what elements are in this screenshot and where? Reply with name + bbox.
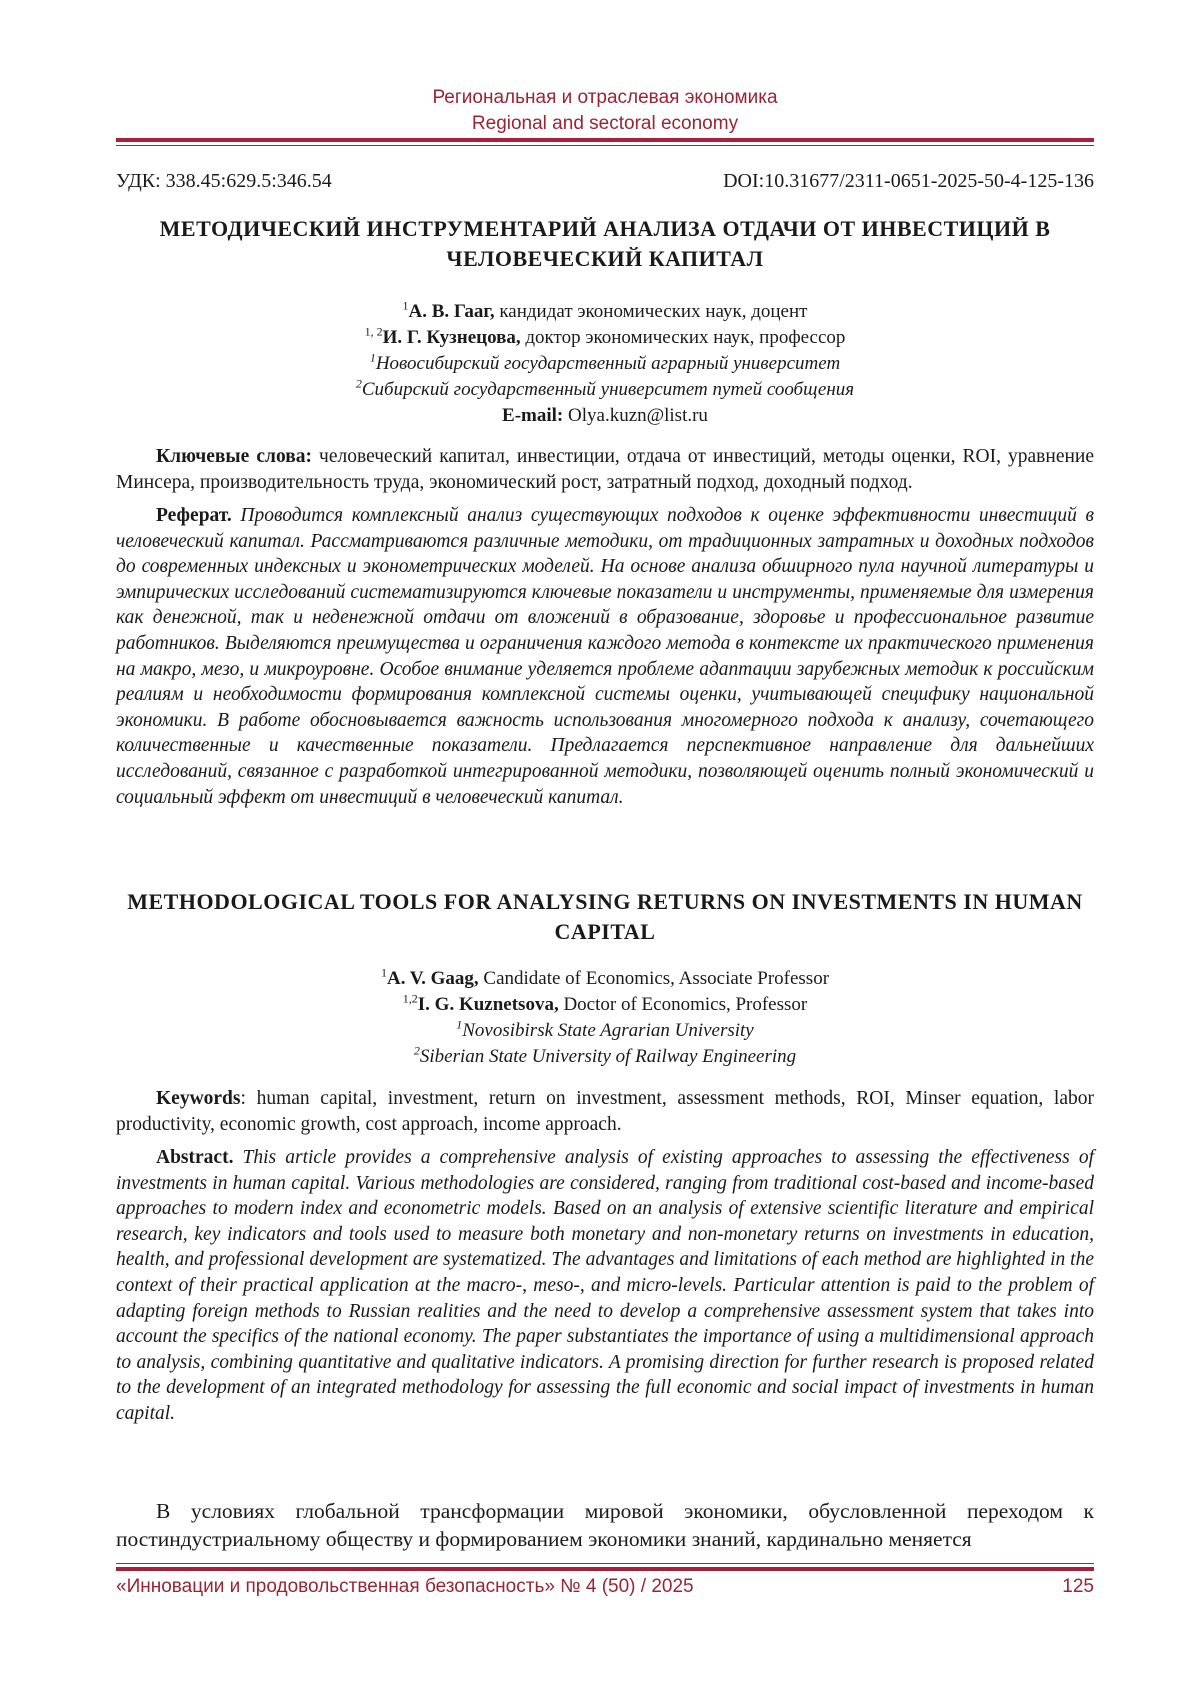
footer-rule-thick <box>116 1567 1094 1571</box>
author-2-ru <box>116 325 1094 351</box>
body-paragraph-1: В условиях глобальной трансформации мировой экономики, обусловленной переходом к постиндустриальному обществу и формированием экономики знаний, кардинально меняется <box>116 1499 1094 1551</box>
journal-citation: «Инновации и продовольственная безопасность» № 4 (50) / 2025 <box>116 1576 694 1597</box>
affiliation-2-text: Сибирский государственный университет путей сообщения <box>361 379 855 400</box>
author-2-sup: 1, 2 <box>364 324 383 339</box>
keywords-label-en: Keywords <box>156 1088 241 1109</box>
abstract-text-ru: Проводится комплексный анализ существующих подходов к оценке эффективности инвестиций в человеческий капитал. Рассматриваются различные методики, от традиционных затратных и доходных подходов до современных индексных и эконометрических моделей. На основе анализа обширного пула научной литературы и эмпирических исследований систематизируются ключевые показатели и инструменты, применяемые для измерения как денежной, так и неденежной отдачи от вложений в образование, здоровье и профессиональное развитие работников. Выделяются преимущества и ограничения каждого метода в контексте их практического применения на макро, мезо, и микроуровне. Особое внимание уделяется проблеме адаптации зарубежных методик к российским реалиям и необходимости формирования комплексной системы оценки, учитывающей специфику национальной экономики. В работе обосновывается важность использования многомерного подхода к анализу, сочетающего количественные и качественные показатели. Предлагается перспективное направление для дальнейших исследований, связанное с разработкой интегрированной методики, позволяющей оценить полный экономический и социальный эффект от инвестиций в человеческий капитал. <box>116 505 1094 808</box>
author-1-sup: 1 <box>402 298 409 313</box>
email-address[interactable]: Olya.kuzn@list.ru <box>563 405 708 426</box>
author-2-sup-en: 1,2 <box>402 991 418 1006</box>
authors-en <box>116 966 1094 1070</box>
keywords-text-ru: человеческий капитал, инвестиции, отдача от инвестиций, методы оценки, ROI, уравнение Минсера, производительность труда, экономический рост, затратный подход, доходный подход. <box>116 446 1094 493</box>
title-en: METHODOLOGICAL TOOLS FOR ANALYSING RETURNS ON INVESTMENTS IN HUMAN CAPITAL <box>127 889 1083 944</box>
udk-code: УДК: 338.45:629.5:346.54 <box>116 170 332 192</box>
article-meta <box>116 170 1094 193</box>
keywords-en <box>116 1086 1094 1137</box>
author-1-ru <box>116 299 1094 325</box>
author-2-en <box>116 992 1094 1018</box>
keywords-ru <box>116 444 1094 495</box>
header-rule-thin <box>116 145 1094 146</box>
page-number: 125 <box>1062 1576 1094 1597</box>
title-ru: МЕТОДИЧЕСКИЙ ИНСТРУМЕНТАРИЙ АНАЛИЗА ОТДАЧИ ОТ ИНВЕСТИЦИЙ В ЧЕЛОВЕЧЕСКИЙ КАПИТАЛ <box>159 216 1051 271</box>
affiliation-2-en <box>116 1044 1094 1070</box>
header-rule-thick <box>116 138 1094 142</box>
email-line <box>116 403 1094 429</box>
author-1-sup-en: 1 <box>380 965 387 980</box>
keywords-label-ru: Ключевые слова: <box>156 446 312 467</box>
author-2-role: доктор экономических наук, профессор <box>520 327 846 348</box>
abstract-en <box>116 1145 1094 1427</box>
running-footer <box>116 1576 1094 1598</box>
authors-ru <box>116 299 1094 429</box>
affiliation-1-sup: 1 <box>369 350 376 365</box>
keywords-text-en: : human capital, investment, return on investment, assessment methods, ROI, Minser equation, labor productivity, economic growth, cost approach, income approach. <box>116 1088 1094 1135</box>
affiliation-1-sup-en: 1 <box>456 1017 463 1032</box>
author-1-role: кандидат экономических наук, доцент <box>494 301 808 322</box>
header-section-en: Regional and sectoral economy <box>471 113 739 134</box>
author-2-name: И. Г. Кузнецова, <box>382 327 521 348</box>
author-2-role-en: Doctor of Economics, Professor <box>558 994 808 1015</box>
author-1-name-en: A. V. Gaag, <box>386 968 479 989</box>
author-1-en <box>116 966 1094 992</box>
author-2-name-en: I. G. Kuznetsova, <box>417 994 559 1015</box>
author-1-name: А. В. Гааг, <box>408 301 495 322</box>
affiliation-2-text-en: Siberian State University of Railway Engineering <box>419 1046 797 1067</box>
affiliation-1-en <box>116 1018 1094 1044</box>
affiliation-2-sup: 2 <box>355 376 362 391</box>
affiliation-1-text-en: Novosibirsk State Agrarian University <box>462 1020 754 1041</box>
email-label: E-mail: <box>502 405 564 426</box>
doi-code: DOI:10.31677/2311-0651-2025-50-4-125-136 <box>723 170 1094 192</box>
running-header <box>116 85 1094 137</box>
abstract-label-ru: Реферат. <box>156 505 232 526</box>
abstract-text-en: This article provides a comprehensive analysis of existing approaches to assessing the effectiveness of investments in human capital. Various methodologies are considered, ranging from traditional cost-based and income-based approaches to modern index and econometric models. Based on an analysis of extensive scientific literature and empirical research, key indicators and tools used to measure both monetary and non-monetary returns on investments in education, health, and professional development are systematized. The advantages and limitations of each method are highlighted in the context of their practical application at the macro-, meso-, and micro-levels. Particular attention is paid to the problem of adapting foreign methods to Russian realities and the need to develop a comprehensive assessment system that takes into account the specifics of the national economy. The paper substantiates the importance of using a multidimensional approach to analysis, combining quantitative and qualitative indicators. A promising direction for further research is proposed related to the development of an integrated methodology for assessing the full economic and social impact of investments in human capital. <box>116 1147 1094 1424</box>
affiliation-1-ru <box>116 351 1094 377</box>
affiliation-2-sup-en: 2 <box>413 1043 420 1058</box>
author-1-role-en: Candidate of Economics, Associate Professor <box>478 968 830 989</box>
footer-rule-thin <box>116 1563 1094 1564</box>
header-section-ru: Региональная и отраслевая экономика <box>432 87 778 108</box>
abstract-label-en: Abstract. <box>156 1147 234 1168</box>
abstract-ru <box>116 503 1094 810</box>
affiliation-2-ru <box>116 377 1094 403</box>
affiliation-1-text: Новосибирский государственный аграрный университет <box>375 353 841 374</box>
